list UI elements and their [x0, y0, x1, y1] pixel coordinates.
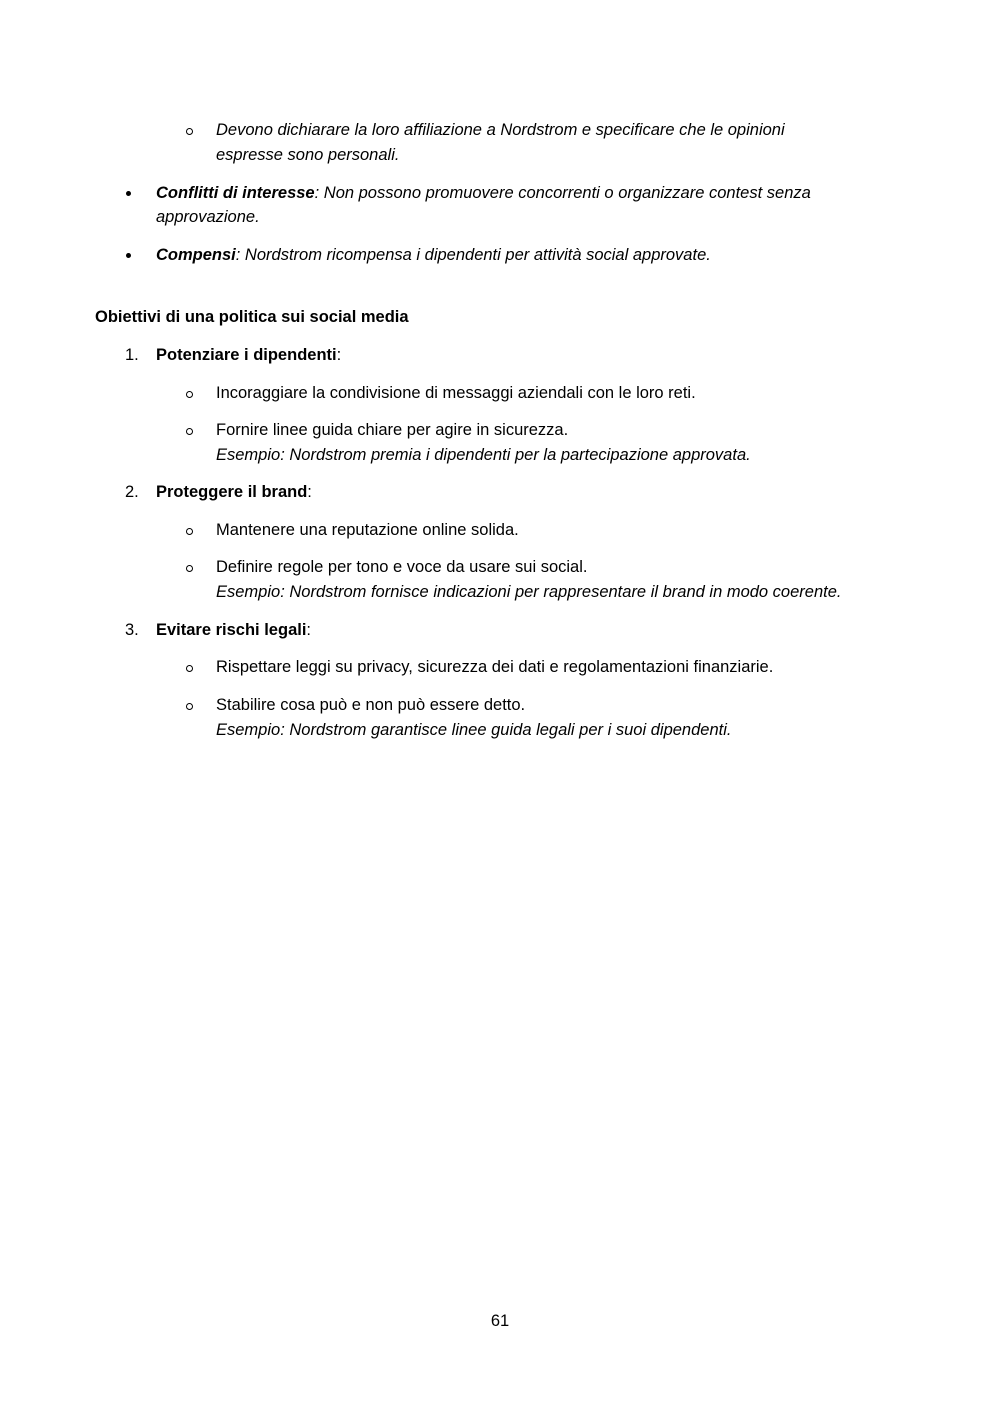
list-item-title-text: Proteggere il brand: [156, 483, 308, 501]
list-item-title-text: Evitare rischi legali: [156, 621, 307, 639]
list-item-colon: :: [307, 483, 312, 501]
page-number: 61: [490, 1312, 510, 1330]
bullet-item-conflitti: [156, 181, 811, 206]
bullet-text: : Nordstrom ricompensa i dipendenti per attività social approvate.: [235, 246, 711, 264]
bullet-text-cont: approvazione.: [156, 208, 260, 226]
list-item-colon: :: [336, 346, 342, 364]
list-item-title-text: Potenziare i dipendenti: [156, 346, 337, 364]
sub-item-example: Esempio: Nordstrom fornisce indicazioni per rappresentare il brand in modo coerente.: [216, 583, 842, 601]
sub-item-text-cont: espresse sono personali.: [216, 146, 400, 164]
bullet-term: Compensi: [156, 246, 236, 264]
sub-item-text: Rispettare leggi su privacy, sicurezza dei dati e regolamentazioni finanziarie.: [216, 658, 774, 676]
sub-item-text: Definire regole per tono e voce da usare sui social.: [216, 558, 588, 576]
list-number: 2.: [125, 483, 139, 501]
bullet-term: Conflitti di interesse: [156, 184, 315, 202]
list-item-title: [156, 343, 341, 368]
sub-item-example: Esempio: Nordstrom premia i dipendenti per la partecipazione approvata.: [216, 446, 751, 464]
sub-item-example: Esempio: Nordstrom garantisce linee guida legali per i suoi dipendenti.: [216, 721, 732, 739]
list-item-colon: :: [306, 621, 312, 639]
section-heading: Obiettivi di una politica sui social media: [95, 308, 409, 326]
bullet-text: : Non possono promuovere concorrenti o organizzare contest senza: [314, 184, 811, 202]
list-item-title: [156, 618, 311, 643]
sub-item-text: Incoraggiare la condivisione di messaggi aziendali con le loro reti.: [216, 384, 696, 402]
list-number: 1.: [125, 346, 139, 364]
sub-item-text: Devono dichiarare la loro affiliazione a Nordstrom e specificare che le opinioni: [216, 121, 785, 139]
bullet-item-compensi: [156, 243, 711, 268]
sub-item-text: Mantenere una reputazione online solida.: [216, 521, 519, 539]
sub-item-text: Fornire linee guida chiare per agire in sicurezza.: [216, 421, 569, 439]
list-item-title: [156, 480, 312, 505]
list-number: 3.: [125, 621, 139, 639]
sub-item-text: Stabilire cosa può e non può essere detto.: [216, 696, 526, 714]
